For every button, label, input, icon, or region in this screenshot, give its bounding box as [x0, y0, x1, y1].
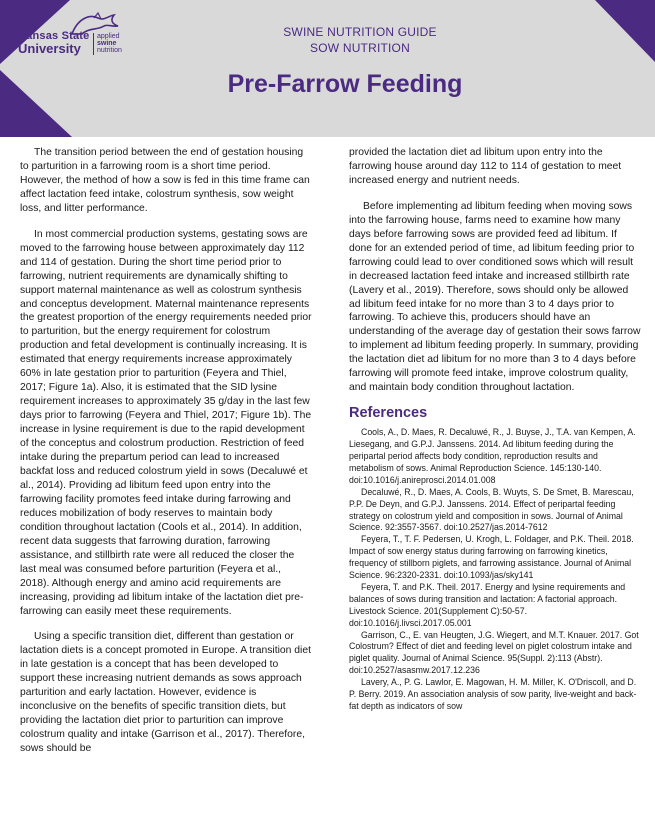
page-header	[0, 0, 655, 137]
guide-series-label: SWINE NUTRITION GUIDE	[283, 25, 437, 39]
ksu-logo[interactable]	[18, 12, 158, 56]
left-column	[20, 146, 312, 768]
logo-sub-swine: swine	[97, 40, 117, 47]
corner-triangle-top-right	[595, 0, 655, 62]
right-column	[349, 146, 641, 713]
reference-item: Garrison, C., E. van Heugten, J.G. Wiegert, and M.T. Knauer. 2017. Got Colostrum? Effect of diet and feeding level on piglet colostrum intake and piglet quality. Journal of Animal Science. 95(Suppl. 2):113 (Abstr). doi:10.2527/asasmw.2017.12.236	[349, 629, 639, 676]
reference-item: Feyera, T. and P.K. Theil. 2017. Energy and lysine requirements and balances of sows during transition and lactation: A factorial approach. Livestock Science. 201(Supplement C):50-57. doi:10.1016/j.livsci.2017.05.001	[349, 581, 626, 628]
references-heading: References	[349, 405, 428, 422]
body-paragraph: Using a specific transition diet, different than gestation or lactation diets is a concept promoted in Europe. A transition diet in late gestation is a concept that has been developed to support these increasing nutrient demands as sows approach parturition and early lactation. However, evidence is inconclusive on the benefits of specific transition diets, but providing the lactation diet prior to parturition can improve colostrum quality and intake (Garrison et al., 2017). Therefore, sows should be	[20, 631, 311, 755]
logo-text-line2: University	[18, 41, 81, 56]
logo-sub-applied: applied	[97, 33, 120, 40]
guide-topic-label: SOW NUTRITION	[310, 41, 410, 55]
body-paragraph-continuation: provided the lactation diet ad libitum upon entry into the farrowing house around day 112 to 114 of gestation to meet increased energy and nutrient needs.	[349, 147, 622, 186]
corner-triangle-bottom-left	[0, 70, 72, 137]
body-paragraph: In most commercial production systems, gestating sows are moved to the farrowing house between approximately day 112 and 114 of gestation. During the short time period prior to farrowing, nutrient requirements are dynamically shifting to support maternal maintenance as well as colostrum synthesis and conceptus development. Maternal maintenance represents the greatest proportion of the energy requirements needed prior to parturition, but the energy requirement for colostrum production and fetal development is continually increasing. It is estimated that energy requirements increase approximately 60% in late gestation prior to parturition (Feyera and Thiel, 2017; Figure 1a). Also, it is estimated that the SID lysine requirement increases to approximately 35 g/day in the last few days prior to farrowing (Feyera and Thiel, 2017; Figure 1b). The increase in lysine requirement is due to the rapid development of the conceptus and colostrum production. Restriction of feed intake during the prepartum period can lead to increased backfat loss and reduced colostrum yield in sows (Decaluwé et al., 2014). Providing ad libitum feed upon entry into the farrowing facility promotes feed intake during farrowing and reduces mobilization of body reserves to maintain body condition throughout lactation (Cools et al., 2014). In addition, recent data suggests that farrowing duration, farrowing assistance, and stillbirth rate were all reduced the closer the last meal was consumed before parturition (Feyera et al., 2018). Although energy and amino acid requirements are increasing, providing ad libitum intake of the lactation diet pre-farrowing can easily meet these requirements.	[20, 228, 312, 617]
logo-text-line1: Kansas State	[18, 30, 90, 42]
reference-item: Cools, A., D. Maes, R. Decaluwé, R., J. Buyse, J., T.A. van Kempen, A. Liesegang, and G.P.J. Janssens. 2014. Ad libitum feeding during the peripartal period affects body condition, reproduction results and metabolism of sows. Animal Reproduction Science. 145:130-140. doi:10.1016/j.anireprosci.2014.01.008	[349, 427, 636, 485]
body-paragraph: Before implementing ad libitum feeding when moving sows into the farrowing house, farms need to examine how many days before farrowing sows are provided feed ad libitum. If done for an extended period of time, ad libitum feeding prior to farrowing could lead to over conditioned sows which will result in decreased lactation feed intake and increased stillbirth rate (Lavery et al., 2019). Therefore, sows should only be allowed ad libitum feed intake for no more than 3 to 4 days prior to farrowing. To achieve this, producers should have an understanding of the average day of gestation their sows farrow to implement ad libitum feeding properly. In summary, providing the lactation diet ad libitum for no more than 3 to 4 days before farrowing will promote feed intake, improve colostrum quality, and maintain body condition throughout lactation.	[349, 200, 641, 394]
logo-sub-nutrition: nutrition	[97, 47, 122, 54]
reference-item: Decaluwé, R., D. Maes, A. Cools, B. Wuyts, S. De Smet, B. Marescau, P.P. De Deyn, and G.P.J. Janssens. 2014. Effect of peripartal feeding strategy on colostrum yield and composition in sows. Journal of Animal Science. 92:3557-3567. doi:10.2527/jas.2014-7612	[349, 486, 634, 533]
page-title: Pre-Farrow Feeding	[227, 70, 463, 98]
body-paragraph: The transition period between the end of gestation housing to parturition in a farrowing room is a short time period. However, the method of how a sow is fed in this time frame can affect lactation feed intake, colostrum synthesis, sow weight loss, and litter performance.	[20, 147, 310, 214]
logo-divider	[93, 33, 94, 55]
reference-item: Feyera, T., T. F. Pedersen, U. Krogh, L. Foldager, and P.K. Theil. 2018. Impact of sow energy status during farrowing on farrowing kinetics, frequency of stillborn piglets, and farrowing assistance. Journal of Animal Science. 96:2320-2331. doi:10.1093/jas/sky141	[349, 534, 634, 581]
reference-item: Lavery, A., P. G. Lawlor, E. Magowan, H. M. Miller, K. O'Driscoll, and D. P. Berry. 2019. An association analysis of sow parity, live-weight and back-fat depth as indicators of sow	[349, 677, 637, 711]
